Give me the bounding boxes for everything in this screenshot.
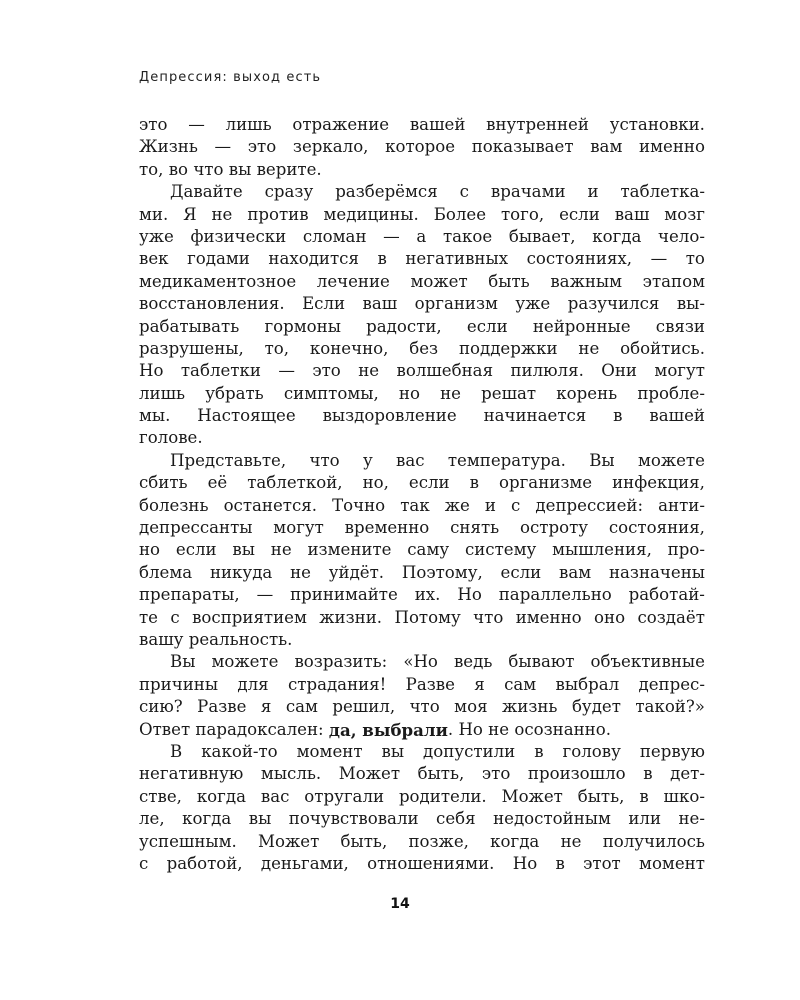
text-line: Представьте, что у вас температура. Вы можете	[170, 450, 705, 470]
emphasis-text: да, выбрали	[328, 719, 448, 740]
text-line: разрушены, то, конечно, без поддержки не обойтись.	[139, 338, 705, 358]
text-line: В какой-то момент вы допустили в голову первую	[170, 741, 705, 761]
text-line: то, во что вы верите.	[139, 159, 322, 179]
text-line: депрессанты могут временно снять остроту состояния,	[139, 518, 705, 538]
text-line: но если вы не измените саму систему мышления, про-	[139, 540, 705, 560]
text-line: успешным. Может быть, позже, когда не получилось	[139, 831, 705, 851]
text-line: ми. Я не против медицины. Более того, если ваш мозг	[139, 204, 705, 224]
paragraph	[139, 450, 705, 652]
text-line: уже физически сломан — а такое бывает, когда чело-	[139, 226, 705, 246]
text-line: медикаментозное лечение может быть важным этапом	[139, 271, 705, 291]
text-line: препараты, — принимайте их. Но параллельно работай-	[139, 585, 705, 605]
text-line: блема никуда не уйдёт. Поэтому, если вам назначены	[139, 562, 705, 582]
paragraph	[139, 114, 705, 181]
text-line: век годами находится в негативных состояниях, — то	[139, 249, 705, 269]
text-run: Ответ парадоксален:	[139, 719, 329, 739]
text-line: рабатывать гормоны радости, если нейронные связи	[139, 316, 705, 336]
paragraph	[139, 651, 705, 741]
body-text	[139, 114, 705, 875]
text-line: восстановления. Если ваш организм уже разучился вы-	[139, 294, 705, 314]
text-line: сбить её таблеткой, но, если в организме инфекция,	[139, 473, 705, 493]
text-line: сию? Разве я сам решил, что моя жизнь будет такой?»	[139, 697, 705, 717]
page-number: 14	[390, 896, 410, 912]
text-line: Жизнь — это зеркало, которое показывает вам именно	[139, 137, 705, 157]
paragraph	[139, 181, 705, 450]
text-line: Вы можете возразить: «Но ведь бывают объективные	[170, 652, 705, 672]
text-line: те с восприятием жизни. Потому что именно оно создаёт	[139, 607, 705, 627]
text-line: причины для страдания! Разве я сам выбрал депрес-	[139, 674, 705, 694]
running-head: Депрессия: выход есть	[139, 70, 322, 85]
text-line: Но таблетки — это не волшебная пилюля. Они могут	[139, 361, 705, 381]
text-line: это — лишь отражение вашей внутренней установки.	[139, 115, 705, 134]
text-line: болезнь останется. Точно так же и с депрессией: анти-	[139, 495, 705, 515]
text-line: ле, когда вы почувствовали себя недостойным или не-	[139, 809, 705, 829]
text-line: стве, когда вас отругали родители. Может быть, в шко-	[139, 786, 705, 806]
text-line: вашу реальность.	[139, 629, 293, 649]
text-run: . Но не осознанно.	[447, 719, 611, 739]
text-line-with-emphasis	[139, 719, 705, 741]
text-line: мы. Настоящее выздоровление начинается в вашей	[139, 406, 705, 426]
text-line: лишь убрать симптомы, но не решат корень пробле-	[139, 383, 705, 403]
text-line: негативную мысль. Может быть, это произошло в дет-	[139, 764, 705, 784]
text-line: с работой, деньгами, отношениями. Но в этот момент	[139, 853, 705, 873]
text-line: Давайте сразу разберёмся с врачами и таблетка-	[170, 182, 705, 202]
paragraph	[139, 741, 705, 875]
text-line: голове.	[139, 428, 203, 448]
